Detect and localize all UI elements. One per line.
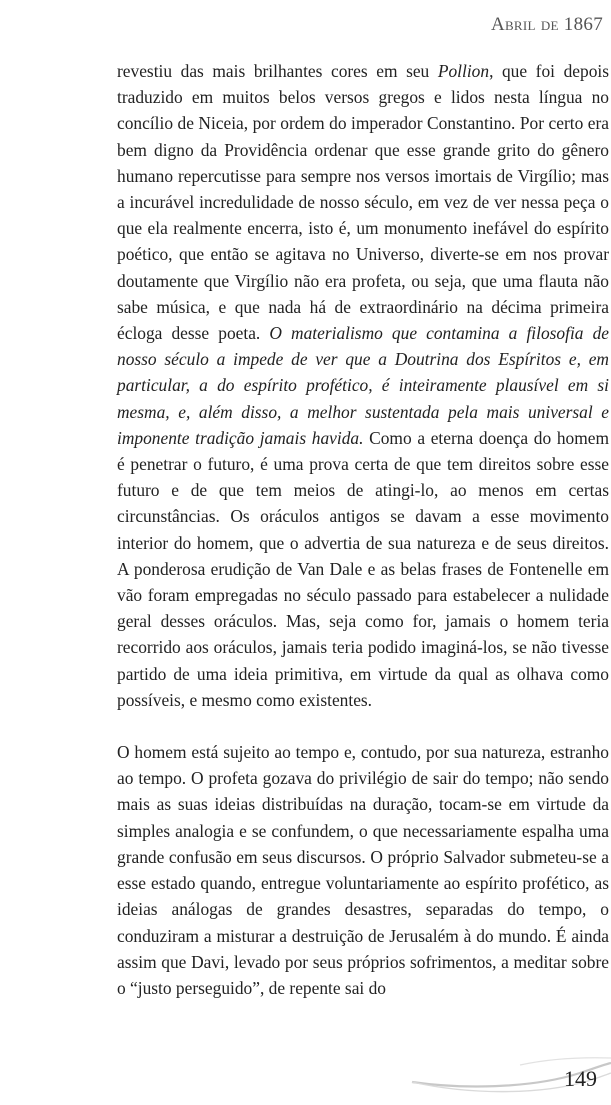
running-header: Abril de 1867 xyxy=(490,14,603,35)
body-text xyxy=(117,58,609,1001)
paragraph-1-italic-passage: O materialismo que contamina a filosofia de nosso século a impede de ver que a Doutrina dos Espíritos e, em particular, a do espírito profético, é inteiramente plausível em si mesma, e, além disso, a melhor sustentada pela mais universal e imponente tradição jamais havida. xyxy=(117,323,609,448)
paragraph-1-italic-title: Pollion xyxy=(437,61,490,81)
paragraph-1-seg-3: , que foi depois traduzido em muitos belos versos gregos e lidos nesta língua no concílio de Niceia, por ordem do imperador Constantino. Por certo era bem digno da Providência ordenar que esse grande grito do gênero humano repercutisse para sempre nos versos imortais de Virgílio; mas a incurável incredulidade de nosso século, em vez de ver nessa peça o que ela realmente encerra, isto é, um monumento inefável do espírito poético, que então se agitava no Universo, diverte-se em nos provar doutamente que Virgílio não era profeta, ou seja, que uma flauta não sabe música, e que nada há de extraordinário na décima primeira écloga desse poeta. xyxy=(117,61,609,344)
decorative-swoosh-icon xyxy=(0,1055,611,1105)
paragraph-1-seg-1: revestiu das mais brilhantes cores em seu xyxy=(117,61,438,81)
page-number: 149 xyxy=(564,1066,597,1091)
paragraph-1-seg-5: Como a eterna doença do homem é penetrar o futuro, é uma prova certa de que tem direitos sobre esse futuro e de que tem meios de atingi-lo, ao menos em certas circunstâncias. Os oráculos antigos se davam a esse movimento interior do homem, que o advertia de sua natureza e de seus direitos. A ponderosa erudição de Van Dale e as belas frases de Fontenelle em vão foram empregadas no século passado para estabelecer a nulidade geral desses oráculos. Mas, seja como for, jamais o homem teria recorrido aos oráculos, jamais teria podido imaginá-los, se não tivesse partido de uma ideia primitiva, em virtude da qual as olhava como possíveis, e mesmo como existentes. xyxy=(117,427,609,710)
paragraph-2: O homem está sujeito ao tempo e, contudo, por sua natureza, estranho ao tempo. O profeta gozava do privilégio de sair do tempo; não sendo mais as suas ideias distribuídas na duração, tocam-se em virtude da simples analogia e se confundem, o que necessariamente espalha uma grande confusão em seus discursos. O próprio Salvador submeteu-se a esse estado quando, entregue voluntariamente ao espírito profético, as ideias análogas de grandes desastres, separadas do tempo, o conduziram a misturar a destruição de Jerusalém à do mundo. É ainda assim que Davi, levado por seus próprios sofrimentos, a meditar sobre o “justo perseguido”, de repente sai do xyxy=(117,742,609,998)
paragraph-1 xyxy=(117,58,609,713)
page-footer xyxy=(0,1055,611,1105)
